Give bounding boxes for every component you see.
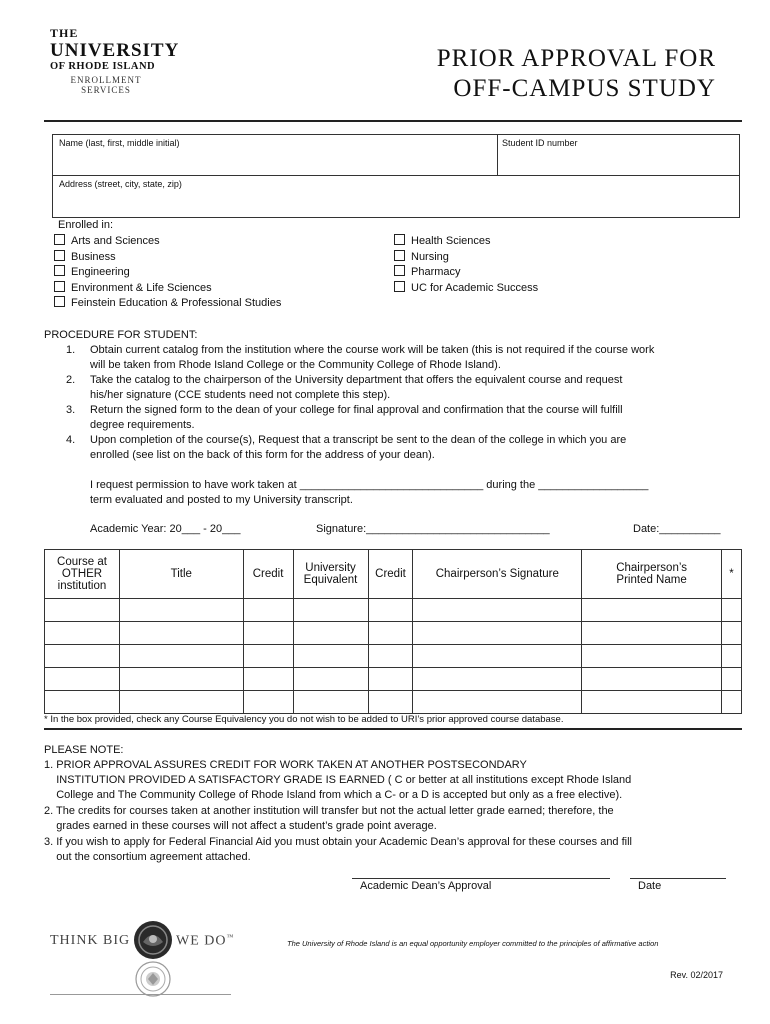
option-label: Arts and Sciences <box>71 235 160 247</box>
student-id-label: Student ID number <box>502 138 578 148</box>
address-field[interactable] <box>53 176 739 217</box>
checkbox[interactable] <box>394 250 405 261</box>
date-field[interactable]: Date:__________ <box>633 523 721 535</box>
step-text: Obtain current catalog from the institution where the course work will be taken (this is not required if the course work <box>90 344 655 356</box>
title-line-1: PRIOR APPROVAL FOR <box>436 45 716 72</box>
procedure-line <box>66 389 390 401</box>
table-cell[interactable] <box>293 622 368 645</box>
table-cell[interactable] <box>45 622 120 645</box>
step-text: his/her signature (CCE students need not complete this step). <box>90 389 391 401</box>
student-info-box <box>52 134 740 218</box>
checkbox[interactable] <box>54 296 65 307</box>
footnote-rule <box>44 728 742 730</box>
table-row <box>45 599 742 622</box>
checkbox[interactable] <box>394 234 405 245</box>
logo-the: THE <box>50 26 79 40</box>
table-cell[interactable] <box>413 599 582 622</box>
col-credit: Credit <box>243 550 293 599</box>
table-cell[interactable] <box>119 691 243 714</box>
col-chair-name: Chairperson’s Printed Name <box>582 550 722 599</box>
procedure-line <box>66 449 435 461</box>
request-section <box>90 479 740 541</box>
checkbox[interactable] <box>54 234 65 245</box>
step-number: 2. <box>66 374 76 386</box>
note-heading: PLEASE NOTE: <box>44 744 124 756</box>
table-cell[interactable] <box>722 691 742 714</box>
uri-logo <box>50 26 179 95</box>
procedure-line <box>66 344 654 356</box>
note-line: grades earned in these courses will not affect a student’s grade point average. <box>44 820 437 832</box>
course-table <box>44 549 742 714</box>
col-title: Title <box>119 550 243 599</box>
table-cell[interactable] <box>722 645 742 668</box>
dean-date-line[interactable] <box>630 878 726 879</box>
eeo-statement: The University of Rhode Island is an equal opportunity employer committed to the principles of affirmative action <box>287 939 659 948</box>
logo-enrollment: ENROLLMENT <box>70 75 142 85</box>
table-cell[interactable] <box>413 622 582 645</box>
logo-university: UNIVERSITY <box>50 40 180 61</box>
step-text: will be taken from Rhode Island College or the Community College of Rhode Island). <box>90 359 501 371</box>
table-cell[interactable] <box>293 599 368 622</box>
table-cell[interactable] <box>243 645 293 668</box>
table-cell[interactable] <box>368 645 413 668</box>
procedure-line <box>66 404 623 416</box>
table-cell[interactable] <box>293 668 368 691</box>
table-cell[interactable] <box>293 691 368 714</box>
trademark-symbol: ™ <box>226 933 235 941</box>
table-cell[interactable] <box>582 645 722 668</box>
table-row <box>45 668 742 691</box>
note-line: 2. The credits for courses taken at another institution will transfer but not the actual letter grade earned; therefore, the <box>44 805 614 817</box>
table-cell[interactable] <box>243 599 293 622</box>
procedure-line <box>66 434 626 446</box>
table-cell[interactable] <box>582 622 722 645</box>
logo-of-ri: OF RHODE ISLAND <box>50 61 156 72</box>
signature-field[interactable]: Signature:______________________________ <box>316 523 550 535</box>
address-label: Address (street, city, state, zip) <box>59 179 182 189</box>
please-note-section <box>44 744 744 864</box>
note-line: 1. PRIOR APPROVAL ASSURES CREDIT FOR WORK TAKEN AT ANOTHER POSTSECONDARY <box>44 759 527 771</box>
think-big-text: THINK BIG <box>50 933 131 948</box>
table-cell[interactable] <box>722 622 742 645</box>
option-label: Engineering <box>71 266 130 278</box>
procedure-heading: PROCEDURE FOR STUDENT: <box>44 329 198 341</box>
table-cell[interactable] <box>243 668 293 691</box>
request-line-2: term evaluated and posted to my University transcript. <box>90 494 353 506</box>
table-cell[interactable] <box>413 691 582 714</box>
table-cell[interactable] <box>722 599 742 622</box>
col-credit-2: Credit <box>368 550 413 599</box>
seal-icon <box>133 920 173 960</box>
footer-rule <box>50 994 231 995</box>
college-option[interactable] <box>394 234 491 247</box>
option-label: UC for Academic Success <box>411 282 539 294</box>
table-cell[interactable] <box>45 668 120 691</box>
college-option[interactable] <box>54 296 281 309</box>
header-rule <box>44 120 742 122</box>
table-row <box>45 645 742 668</box>
table-cell[interactable] <box>243 691 293 714</box>
enrolled-section <box>54 219 744 315</box>
option-label: Nursing <box>411 251 449 263</box>
step-text: Return the signed form to the dean of your college for final approval and confirmation that the course will fulfill <box>90 404 623 416</box>
table-cell[interactable] <box>293 645 368 668</box>
procedure-line <box>66 374 622 386</box>
option-label: Feinstein Education & Professional Studies <box>71 297 282 309</box>
step-text: enrolled (see list on the back of this form for the address of your dean). <box>90 449 435 461</box>
step-text: Take the catalog to the chairperson of the University department that offers the equivalent course and request <box>90 374 623 386</box>
college-option[interactable] <box>54 250 116 263</box>
option-label: Environment & Life Sciences <box>71 282 212 294</box>
table-cell[interactable] <box>722 668 742 691</box>
logo-services: SERVICES <box>81 85 131 95</box>
col-star: * <box>722 550 742 599</box>
procedure-line <box>66 419 195 431</box>
revision-date: Rev. 02/2017 <box>670 970 723 980</box>
table-cell[interactable] <box>119 599 243 622</box>
note-line: College and The Community College of Rhode Island from which a C- or a D is accepted but only as a free elective). <box>44 789 623 801</box>
table-cell[interactable] <box>582 668 722 691</box>
procedure-line <box>66 359 501 371</box>
step-text: Upon completion of the course(s), Request that a transcript be sent to the dean of the college in which you are <box>90 434 627 446</box>
academic-year-field[interactable]: Academic Year: 20___ - 20___ <box>90 523 241 535</box>
table-cell[interactable] <box>368 668 413 691</box>
table-cell[interactable] <box>368 691 413 714</box>
option-label: Business <box>71 251 116 263</box>
page-title <box>437 44 716 104</box>
table-footnote: * In the box provided, check any Course Equivalency you do not wish to be added to URI’s prior approved course database. <box>44 714 564 725</box>
col-uri-equivalent: University Equivalent <box>293 550 368 599</box>
table-row <box>45 622 742 645</box>
college-option[interactable] <box>54 281 212 294</box>
note-line: 3. If you wish to apply for Federal Financial Aid you must obtain your Academic Dean’s approval for these courses and fill <box>44 836 632 848</box>
table-cell[interactable] <box>45 645 120 668</box>
procedure-section <box>44 329 744 465</box>
checkbox[interactable] <box>394 265 405 276</box>
col-course-other: Course at OTHER institution <box>45 550 120 599</box>
note-line: out the consortium agreement attached. <box>44 851 251 863</box>
table-cell[interactable] <box>119 645 243 668</box>
title-line-2: OFF-CAMPUS STUDY <box>453 75 716 102</box>
enrolled-label: Enrolled in: <box>58 219 114 231</box>
checkbox[interactable] <box>54 281 65 292</box>
table-cell[interactable] <box>45 599 120 622</box>
option-label: Health Sciences <box>411 235 491 247</box>
dean-approval-label: Academic Dean’s Approval <box>360 880 492 892</box>
step-number: 3. <box>66 404 76 416</box>
checkbox[interactable] <box>54 265 65 276</box>
table-cell[interactable] <box>413 668 582 691</box>
checkbox[interactable] <box>54 250 65 261</box>
college-option[interactable] <box>394 250 449 263</box>
college-option[interactable] <box>394 265 461 278</box>
college-option[interactable] <box>54 234 160 247</box>
we-do-text <box>176 933 234 950</box>
table-row <box>45 691 742 714</box>
student-id-field[interactable] <box>498 135 739 176</box>
university-seal-icon <box>134 960 172 998</box>
note-line: INSTITUTION PROVIDED A SATISFACTORY GRADE IS EARNED ( C or better at all institutions except Rhode Island <box>44 774 632 786</box>
table-cell[interactable] <box>243 622 293 645</box>
col-chair-signature: Chairperson’s Signature <box>413 550 582 599</box>
step-number: 1. <box>66 344 76 356</box>
table-cell[interactable] <box>413 645 582 668</box>
option-label: Pharmacy <box>411 266 461 278</box>
table-cell[interactable] <box>582 691 722 714</box>
table-cell[interactable] <box>119 668 243 691</box>
dean-signature-line[interactable] <box>352 878 610 879</box>
checkbox[interactable] <box>394 281 405 292</box>
table-cell[interactable] <box>368 622 413 645</box>
name-field[interactable] <box>53 135 498 176</box>
table-cell[interactable] <box>582 599 722 622</box>
table-cell[interactable] <box>119 622 243 645</box>
we-do-label: WE DO <box>176 933 227 949</box>
college-option[interactable] <box>394 281 538 294</box>
college-option[interactable] <box>54 265 130 278</box>
table-header-row <box>45 550 742 599</box>
step-text: degree requirements. <box>90 419 195 431</box>
name-label: Name (last, first, middle initial) <box>59 138 180 148</box>
dean-date-label: Date <box>638 880 662 892</box>
table-cell[interactable] <box>368 599 413 622</box>
step-number: 4. <box>66 434 76 446</box>
table-cell[interactable] <box>45 691 120 714</box>
request-line-1[interactable]: I request permission to have work taken at ______________________________ during the __________________ <box>90 479 649 491</box>
